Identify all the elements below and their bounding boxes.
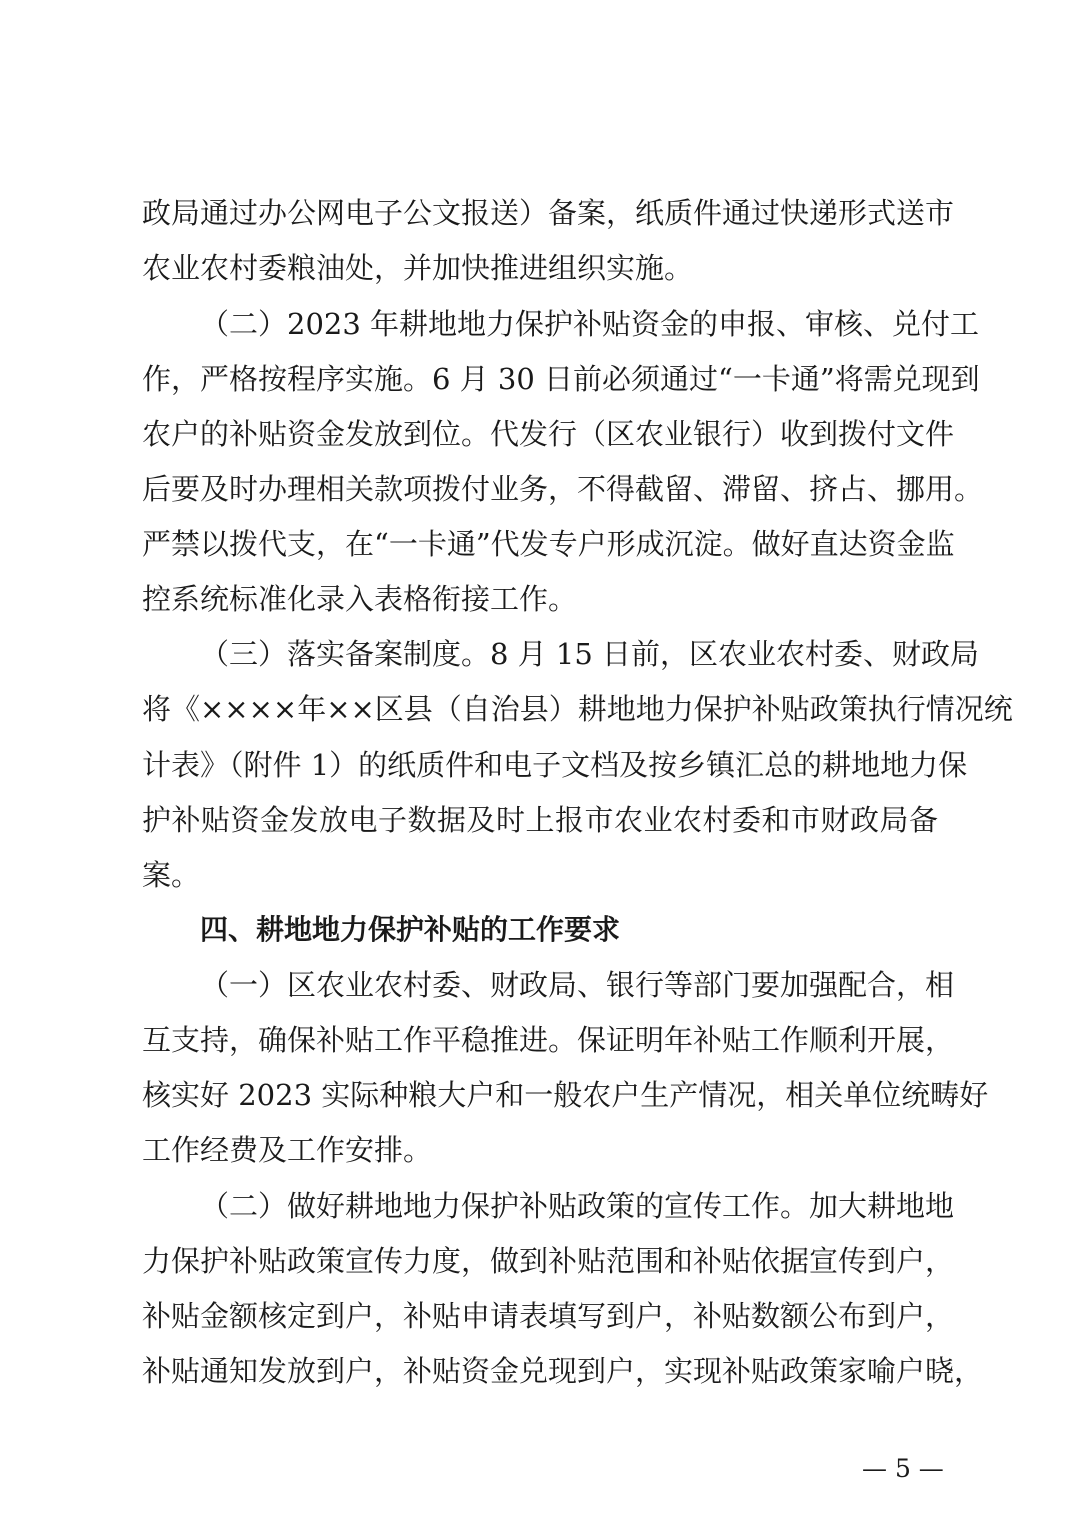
paragraph-line: 计表》（附件 1）的纸质件和电子文档及按乡镇汇总的耕地地力保: [142, 748, 968, 782]
paragraph-line: （一）区农业农村委、财政局、银行等部门要加强配合，相: [200, 968, 955, 1002]
paragraph-line: 工作经费及工作安排。: [142, 1133, 433, 1167]
paragraph-line: 控系统标准化录入表格衔接工作。: [142, 582, 578, 616]
paragraph-line: （二）做好耕地地力保护补贴政策的宣传工作。加大耕地地: [200, 1189, 955, 1223]
paragraph-line: 护补贴资金发放电子数据及时上报市农业农村委和市财政局备: [142, 803, 938, 837]
paragraph-line: 互支持，确保补贴工作平稳推进。保证明年补贴工作顺利开展，: [142, 1023, 955, 1057]
section-heading: 四、耕地地力保护补贴的工作要求: [200, 913, 621, 946]
paragraph-line: （三）落实备案制度。8 月 15 日前，区农业农村委、财政局: [200, 637, 980, 671]
page-number: — 5 —: [862, 1454, 944, 1483]
paragraph-line: 政局通过办公网电子公文报送）备案，纸质件通过快递形式送市: [142, 196, 955, 230]
paragraph-line: 后要及时办理相关款项拨付业务，不得截留、滞留、挤占、挪用。: [142, 472, 984, 506]
paragraph-line: 力保护补贴政策宣传力度，做到补贴范围和补贴依据宣传到户，: [142, 1244, 955, 1278]
paragraph-line: 案。: [142, 858, 201, 892]
paragraph-line: 核实好 2023 实际种粮大户和一般农户生产情况，相关单位统畴好: [142, 1078, 989, 1112]
paragraph-line: 补贴金额核定到户，补贴申请表填写到户，补贴数额公布到户，: [142, 1299, 955, 1333]
paragraph-line: 严禁以拨代支，在“一卡通”代发专户形成沉淀。做好直达资金监: [142, 527, 955, 561]
paragraph-line: 农业农村委粮油处，并加快推进组织实施。: [142, 251, 694, 285]
paragraph-line: 农户的补贴资金发放到位。代发行（区农业银行）收到拨付文件: [142, 417, 955, 451]
paragraph-line: 将《××××年××区县（自治县）耕地地力保护补贴政策执行情况统: [142, 692, 1013, 726]
paragraph-line: 补贴通知发放到户，补贴资金兑现到户，实现补贴政策家喻户晓，: [142, 1354, 984, 1388]
paragraph-line: （二）2023 年耕地地力保护补贴资金的申报、审核、兑付工: [200, 307, 980, 341]
paragraph-line: 作，严格按程序实施。6 月 30 日前必须通过“一卡通”将需兑现到: [142, 362, 980, 396]
